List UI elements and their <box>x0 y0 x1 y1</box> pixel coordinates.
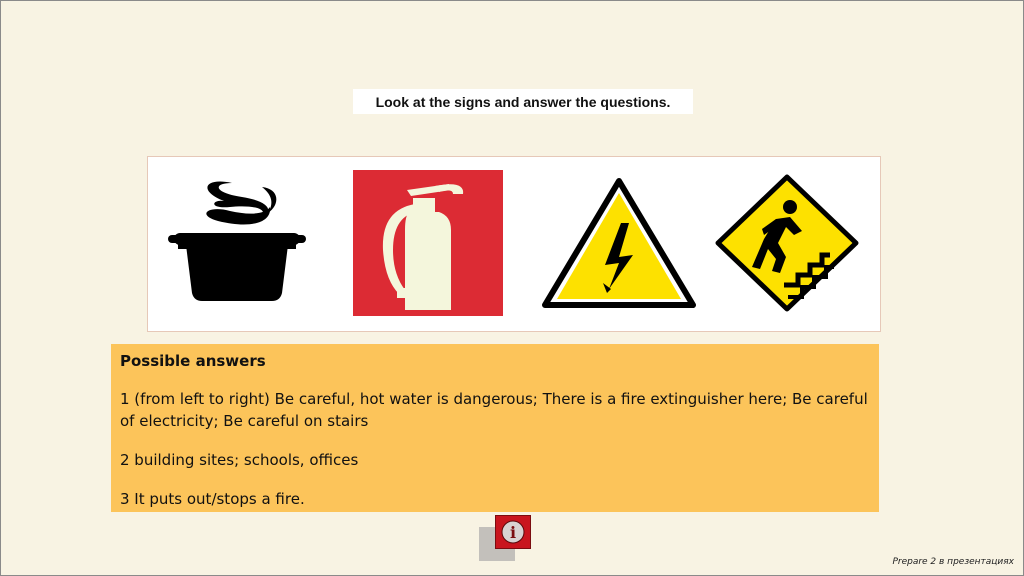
footer-credit: Prepare 2 в презентациях <box>892 557 1014 567</box>
answer-item: 1 (from left to right) Be careful, hot water is dangerous; There is a fire extinguisher here; Be careful of electricity; Be careful on stairs <box>120 390 868 430</box>
answers-heading: Possible answers <box>120 352 266 370</box>
possible-answers-box <box>111 344 879 512</box>
stairs-fall-warning-icon <box>714 173 860 313</box>
answer-item: 2 building sites; schools, offices <box>120 451 359 469</box>
electricity-warning-icon <box>541 177 697 311</box>
info-icon <box>501 520 525 544</box>
answer-item: 3 It puts out/stops a fire. <box>120 490 305 508</box>
info-button[interactable] <box>495 515 531 549</box>
info-glyph: i <box>509 523 517 542</box>
signs-strip <box>147 156 881 332</box>
fire-extinguisher-icon <box>353 170 503 316</box>
slide-title: Look at the signs and answer the questions. <box>353 89 693 114</box>
hot-pot-icon <box>168 177 306 303</box>
